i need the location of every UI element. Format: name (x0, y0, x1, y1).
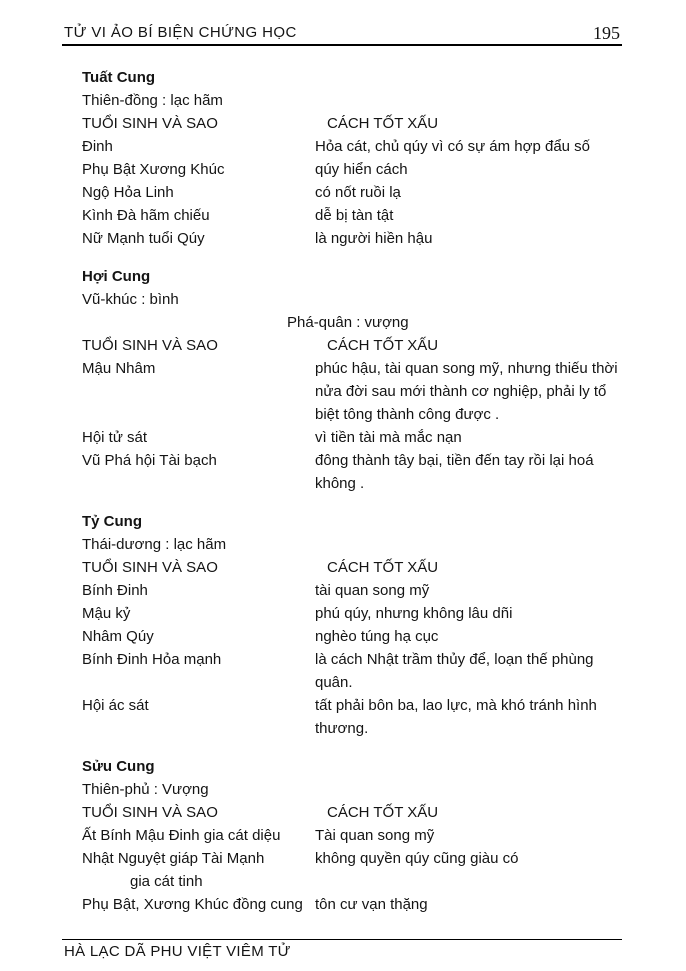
row-left-cell (82, 135, 315, 158)
row-right-cell: phúc hậu, tài quan song mỹ, nhưng thiếu thời nửa đời sau mới thành cơ nghiệp, phải ly tổ biệt tông thành công được . (315, 360, 618, 423)
column-header-right: CÁCH TỐT XẤU (327, 337, 439, 354)
column-headers (82, 112, 630, 135)
footer-author: HÀ LẠC DÃ PHU VIỆT VIÊM TỬ (64, 943, 291, 960)
row-left-text: Vũ Phá hội Tài bạch (82, 452, 217, 469)
row-left-text: Phụ Bật, Xương Khúc đồng cung (82, 896, 303, 913)
column-header-right: CÁCH TỐT XẤU (327, 804, 439, 821)
table-row (82, 135, 630, 158)
cung-section (82, 755, 630, 916)
row-left-text: Ất Bính Mậu Đinh gia cát diệu (82, 827, 281, 844)
star-status-line: Thiên-phủ : Vượng (82, 781, 209, 798)
cung-section (82, 265, 630, 495)
row-left-cell (82, 893, 315, 916)
row-left-cell (82, 602, 315, 625)
row-left-cell (82, 181, 315, 204)
row-left-cell (82, 648, 315, 671)
row-left-text: Nhâm Qúy (82, 628, 154, 645)
row-right-cell: vì tiền tài mà mắc nạn (315, 429, 462, 446)
table-row (82, 158, 630, 181)
row-left-cell (82, 227, 315, 250)
section-title: Tuất Cung (82, 69, 156, 86)
column-header-right: CÁCH TỐT XẤU (327, 115, 439, 132)
row-left-text: Nhật Nguyệt giáp Tài Mạnh (82, 850, 265, 867)
row-right-cell: nghèo túng hạ cục (315, 628, 439, 645)
row-right-cell: tôn cư vạn thặng (315, 896, 428, 913)
row-right-cell: qúy hiển cách (315, 161, 408, 178)
row-right-cell: là cách Nhật trầm thủy để, loạn thế phùng quân. (315, 651, 594, 691)
row-left-cell (82, 158, 315, 181)
row-left-text: Bính Đinh Hỏa mạnh (82, 651, 222, 668)
column-header-left: TUỔI SINH VÀ SAO (82, 337, 218, 354)
table-row (82, 204, 630, 227)
star-status-line: Vũ-khúc : bình (82, 291, 179, 308)
row-left-text: Phụ Bật Xương Khúc (82, 161, 225, 178)
star-status-line: Phá-quân : vượng (287, 314, 409, 331)
table-row (82, 893, 630, 916)
row-left-continuation: gia cát tinh (130, 873, 203, 890)
table-row (82, 824, 630, 847)
table-row (82, 847, 630, 893)
table-row (82, 602, 630, 625)
row-left-text: Nữ Mạnh tuổi Qúy (82, 230, 205, 247)
row-left-text: Hội tử sát (82, 429, 148, 446)
star-status-line: Thiên-đồng : lạc hãm (82, 92, 223, 109)
row-left-cell (82, 449, 315, 472)
row-left-text: Bính Đinh (82, 582, 148, 599)
row-right-cell: phú qúy, nhưng không lâu dñi (315, 605, 513, 622)
table-row (82, 357, 630, 426)
table-row (82, 625, 630, 648)
row-left-cell (82, 824, 315, 847)
section-title: Sửu Cung (82, 758, 155, 775)
table-row (82, 227, 630, 250)
row-left-cell (82, 694, 315, 717)
row-left-cell (82, 579, 315, 602)
row-right-cell: tài quan song mỹ (315, 582, 430, 599)
column-headers (82, 556, 630, 579)
table-row (82, 426, 630, 449)
row-left-cell (82, 204, 315, 227)
cung-section (82, 510, 630, 740)
column-header-left: TUỔI SINH VÀ SAO (82, 559, 218, 576)
book-title: TỬ VI ẢO BÍ BIỆN CHỨNG HỌC (64, 24, 297, 41)
row-left-text: Kình Đà hãm chiếu (82, 207, 210, 224)
table-row (82, 449, 630, 495)
table-row (82, 648, 630, 694)
row-left-cell (82, 357, 315, 380)
content (82, 56, 630, 916)
row-left-cell (82, 625, 315, 648)
column-header-left: TUỔI SINH VÀ SAO (82, 115, 218, 132)
row-right-cell: có nốt ruồi lạ (315, 184, 401, 201)
cung-section (82, 66, 630, 250)
row-left-text: Ngộ Hỏa Linh (82, 184, 174, 201)
row-left-text: Mậu kỷ (82, 605, 131, 622)
column-headers (82, 334, 630, 357)
row-right-cell: tất phải bôn ba, lao lực, mà khó tránh hình thương. (315, 697, 597, 737)
row-right-cell: đông thành tây bại, tiền đến tay rồi lại hoá không . (315, 452, 594, 492)
row-right-cell: Hỏa cát, chủ qúy vì có sự ám hợp đẩu số (315, 138, 591, 155)
column-headers (82, 801, 630, 824)
page-footer (62, 939, 622, 960)
row-left-cell (82, 426, 315, 449)
column-header-left: TUỔI SINH VÀ SAO (82, 804, 218, 821)
row-right-cell: là người hiền hậu (315, 230, 433, 247)
row-left-text: Mậu Nhâm (82, 360, 156, 377)
row-right-cell: không quyền qúy cũng giàu có (315, 850, 519, 867)
star-status-line: Thái-dương : lạc hãm (82, 536, 227, 553)
row-left-text: Hội ác sát (82, 697, 149, 714)
page-number: 195 (593, 23, 620, 43)
section-title: Tỷ Cung (82, 513, 142, 530)
page-header (62, 24, 622, 46)
section-title: Hợi Cung (82, 268, 151, 285)
table-row (82, 181, 630, 204)
column-header-right: CÁCH TỐT XẤU (327, 559, 439, 576)
table-row (82, 579, 630, 602)
row-left-text: Đinh (82, 138, 113, 155)
table-row (82, 694, 630, 740)
row-right-cell: dễ bị tàn tật (315, 207, 394, 224)
row-right-cell: Tài quan song mỹ (315, 827, 435, 844)
row-left-cell (82, 847, 315, 893)
